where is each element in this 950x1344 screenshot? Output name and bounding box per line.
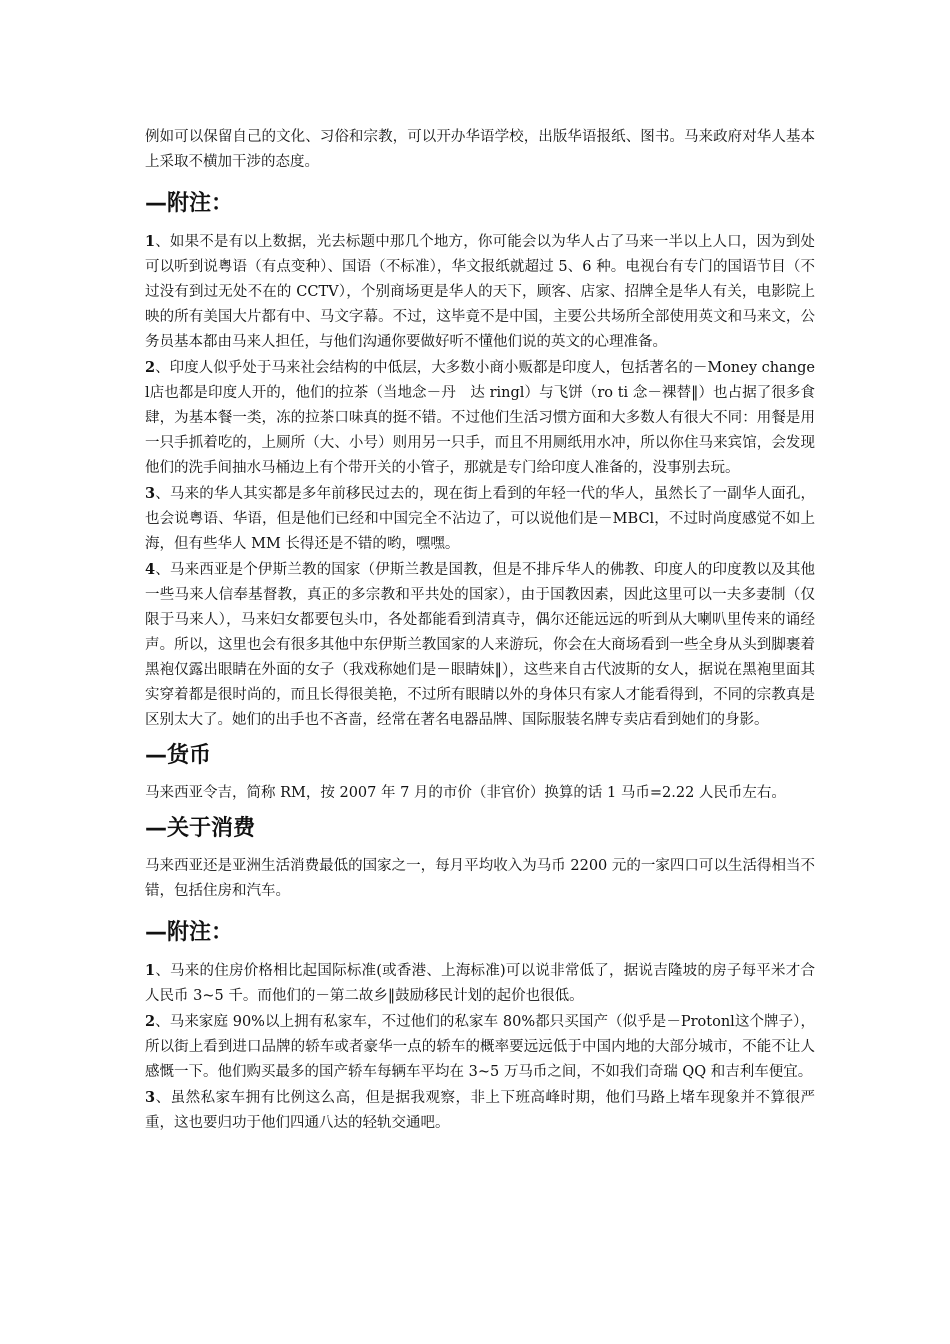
note-text: 、马来西亚是个伊斯兰教的国家（伊斯兰教是国教，但是不排斥华人的佛教、印度人的印度教以及其他一些马来人信奉基督教，真正的多宗教和平共处的国家），由于国教因素，因此这里可以一夫多妻制（仅限于马来人），马来妇女都要包头巾，各处都能看到清真寺，偶尔还能远远的听到从大喇叭里传来的诵经声。所以，这里也会有很多其他中东伊斯兰教国家的人来游玩，你会在大商场看到一些全身从头到脚裹着黑袍仅露出眼睛在外面的女子（我戏称她们是－眼睛妹‖），这些来自古代波斯的女人，据说在黑袍里面其实穿着都是很时尚的，而且长得很美艳，不过所有眼睛以外的身体只有家人才能看得到，不同的宗教真是区别太大了。她们的出手也不吝啬，经常在著名电器品牌、国际服装名牌专卖店看到她们的身影。 xyxy=(145,562,815,728)
note-number: 3 xyxy=(145,1089,156,1106)
note-text: 、印度人似乎处于马来社会结构的中低层，大多数小商小贩都是印度人，包括著名的－Money changel店也都是印度人开的，他们的拉茶（当地念－丹 达 ringl）与飞饼（ro ti 念－裸替‖）也占据了很多食肆，为基本餐一类，冻的拉茶口味真的挺不错。不过他们生活习惯方面和大多数人有很大不同：用餐是用一只手抓着吃的，上厕所（大、小号）则用另一只手，而且不用厕纸用水冲，所以你住马来宾馆，会发现他们的洗手间抽水马桶边上有个带开关的小管子，那就是专门给印度人准备的，没事别去玩。 xyxy=(145,360,815,476)
note-text: 、马来的住房价格相比起国际标准(或香港、上海标准)可以说非常低了，据说吉隆坡的房子每平米才合人民币 3~5 千。而他们的－第二故乡‖鼓励移民计划的起价也很低。 xyxy=(145,963,815,1004)
note-1-3 xyxy=(145,481,815,557)
note-2-2 xyxy=(145,1009,815,1085)
note-text: 、马来家庭 90%以上拥有私家车，不过他们的私家车 80%都只买国产（似乎是－Protonl这个牌子），所以街上看到进口品牌的轿车或者豪华一点的轿车的概率要远远低于中国内地的大部分城市，不能不让人感慨一下。他们购买最多的国产轿车每辆车平均在 3~5 万马币之间，不如我们奇瑞 QQ 和吉利车便宜。 xyxy=(145,1014,815,1080)
intro-paragraph: 例如可以保留自己的文化、习俗和宗教，可以开办华语学校，出版华语报纸、图书。马来政府对华人基本上采取不横加干涉的态度。 xyxy=(145,129,815,170)
note-number: 1 xyxy=(145,962,156,979)
heading-consumption: —关于消费 xyxy=(145,816,256,841)
note-number: 1 xyxy=(145,233,156,250)
note-1-1 xyxy=(145,229,815,355)
consumption-paragraph: 马来西亚还是亚洲生活消费最低的国家之一，每月平均收入为马币 2200 元的一家四口可以生活得相当不错，包括住房和汽车。 xyxy=(145,858,815,899)
note-number: 2 xyxy=(145,1013,156,1030)
note-2-3 xyxy=(145,1085,815,1136)
heading-notes-1: —附注： xyxy=(145,191,234,216)
document-body xyxy=(145,125,815,1136)
note-1-4 xyxy=(145,557,815,733)
note-1-2 xyxy=(145,355,815,481)
note-number: 4 xyxy=(145,561,156,578)
currency-paragraph: 马来西亚令吉，简称 RM，按 2007 年 7 月的市价（非官价）换算的话 1 马币=2.22 人民币左右。 xyxy=(145,785,786,801)
note-2-1 xyxy=(145,958,815,1009)
heading-currency: —货币 xyxy=(145,743,212,768)
note-text: 、如果不是有以上数据，光去标题中那几个地方，你可能会以为华人占了马来一半以上人口，因为到处可以听到说粤语（有点变种）、国语（不标准），华文报纸就超过 5、6 种。电视台有专门的国语节目（不过没有到过无处不在的 CCTV），个别商场更是华人的天下，顾客、店家、招牌全是华人有关，电影院上映的所有美国大片都有中、马文字幕。不过，这毕竟不是中国，主要公共场所全部使用英文和马来文，公务员基本都由马来人担任，与他们沟通你要做好听不懂他们说的英文的心理准备。 xyxy=(145,234,815,350)
note-number: 2 xyxy=(145,359,156,376)
note-number: 3 xyxy=(145,485,156,502)
note-text: 、马来的华人其实都是多年前移民过去的，现在街上看到的年轻一代的华人，虽然长了一副华人面孔，也会说粤语、华语，但是他们已经和中国完全不沾边了，可以说他们是－MBCl，不过时尚度感觉不如上海，但有些华人 MM 长得还是不错的哟，嘿嘿。 xyxy=(145,486,815,552)
note-text: 、虽然私家车拥有比例这么高，但是据我观察，非上下班高峰时期，他们马路上堵车现象并不算很严重，这也要归功于他们四通八达的轻轨交通吧。 xyxy=(145,1090,815,1131)
heading-notes-2: —附注： xyxy=(145,920,234,945)
